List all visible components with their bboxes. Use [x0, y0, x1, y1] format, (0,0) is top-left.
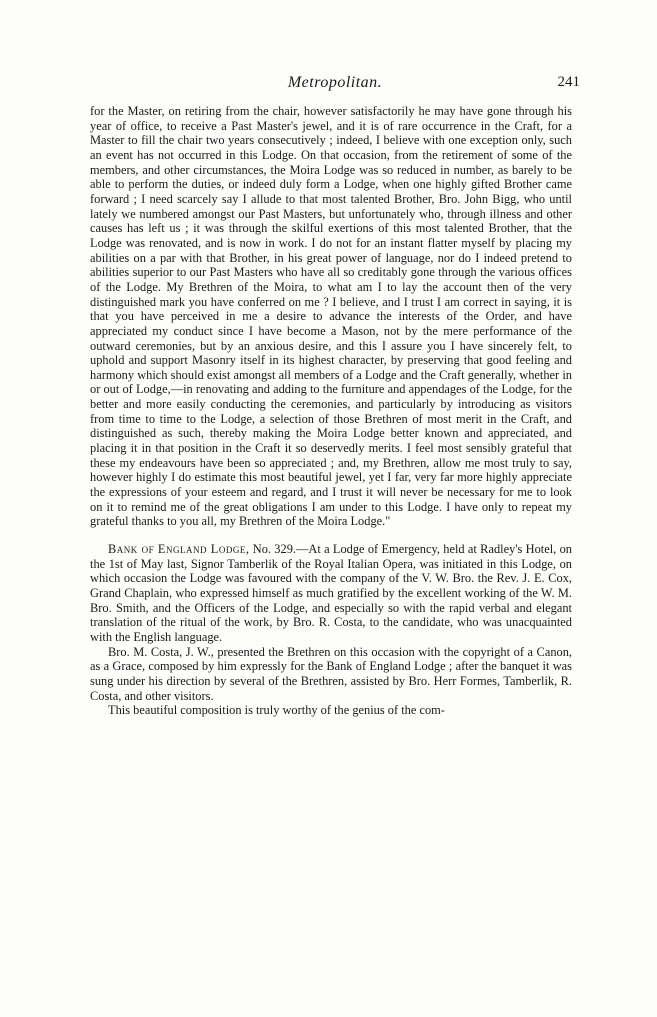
running-title: Metropolitan. — [287, 74, 383, 91]
paragraph-bank-of-england-lodge — [90, 542, 572, 645]
paragraph-bank-of-england-lodge-text: No. 329.—At a Lodge of Emergency, held at Radley's Hotel, on the 1st of May last, Signor Tamberlik of the Royal Italian Opera, was initiated in this Lodge, on which occasion the Lodge was favoured with the company of the V. W. Bro. the Rev. J. E. Cox, Grand Chaplain, who expressed himself as much gratified by the excellent working of the W. M. Bro. Smith, and the Officers of the Lodge, and especially so with the rapid verbal and elegant translation of the ritual of the work, by Bro. R. Costa, to the candidate, who was unacquainted with the English language. — [90, 542, 572, 644]
lodge-heading: Bank of England Lodge, — [108, 542, 250, 557]
paragraph-composition: This beautiful composition is truly worthy of the genius of the com- — [108, 703, 445, 718]
page-number: 241 — [557, 74, 580, 90]
page-header — [90, 74, 580, 94]
paragraph-moira-lodge-speech: for the Master, on retiring from the chair, however satisfactorily he may have gone through his year of office, to receive a Past Master's jewel, and it is of rare occurrence in the Craft, for a Master to fill the chair two years consecutively ; indeed, I believe with one exception only, such an event has not occurred in this Lodge. On that occasion, from the retirement of some of the members, and other circumstances, the Moira Lodge was so reduced in number, as barely to be able to perform the duties, or indeed duly form a Lodge, when one highly gifted Brother came forward ; I need scarcely say I allude to that most talented Brother, Bro. John Bigg, who until lately we numbered amongst our Past Masters, but unfortunately who, through illness and other causes has left us ; it was through the skilful exertions of this most talented Brother, that the Lodge was renovated, and is now in work. I do not for an instant flatter myself by placing my abilities on a par with that Brother, in his great power of language, nor do I indeed pretend to abilities superior to our Past Masters who have all so creditably gone through the various offices of the Lodge. My Brethren of the Moira, to what am I to lay the account then of the very distinguished mark you have conferred on me ? I believe, and I trust I am correct in saying, it is that you have perceived in me a desire to advance the interests of the Order, and have appreciated my conduct since I have become a Mason, not by the mere performance of the outward ceremonies, but by an anxious desire, and this I assure you I have sincerely felt, to uphold and support Masonry itself in its highest character, by preserving that good feeling and harmony which should exist amongst all members of a Lodge and the Craft generally, whether in or out of Lodge,—in renovating and adding to the furniture and appendages of the Lodge, for the better and more easily conducting the ceremonies, and particularly by introducing as visitors from time to time to the Lodge, a selection of those Brethren of most merit in the Craft, and distinguished as such, thereby making the Moira Lodge better known and appreciated, and placing it in that position in the Craft it so deservedly merits. I feel most sensibly grateful that these my endeavours have been so appreciated ; and, my Brethren, allow me most truly to say, however highly I do estimate this most beautiful jewel, yet I far, very far more highly appreciate the expressions of your esteem and regard, and I trust it will never be necessary for me to look on it to remind me of the great obligations I am under to this Lodge. I have only to repeat my grateful thanks to you all, my Brethren of the Moira Lodge." — [90, 104, 572, 529]
paragraph-canon-presentation: Bro. M. Costa, J. W., presented the Brethren on this occasion with the copyright of a Canon, as a Grace, composed by him expressly for the Bank of England Lodge ; after the banquet it was sung under his direction by several of the Brethren, assisted by Bro. Herr Formes, Tamberlik, R. Costa, and other visitors. — [90, 644, 572, 703]
paragraph-gap — [90, 529, 572, 542]
body-text — [90, 104, 572, 718]
